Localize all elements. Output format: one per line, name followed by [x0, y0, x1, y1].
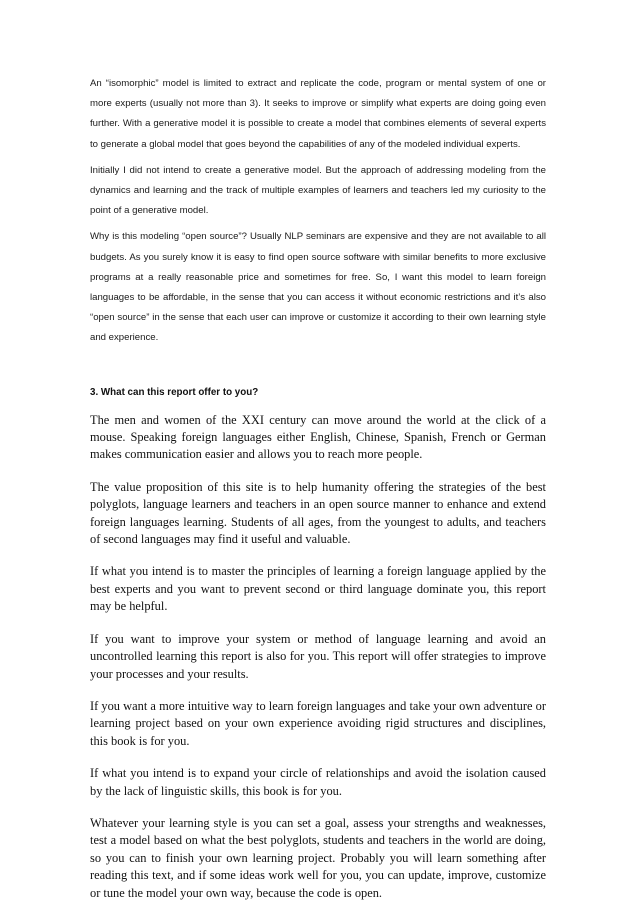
- paragraph-isomorphic-model: An “isomorphic” model is limited to extract and replicate the code, program or mental system of one or more experts (usually not more than 3). It seeks to improve or simplify what experts are doing going even further. With a generative model it is possible to create a model that combines elements of several experts to generate a global model that goes beyond the capabilities of any of the modeled individual experts.: [90, 78, 546, 150]
- page-content: [90, 74, 546, 917]
- paragraph-improve-system: If you want to improve your system or method of language learning and avoid an uncontrolled learning this report is also for you. This report will offer strategies to improve your processes and your results.: [90, 631, 546, 681]
- paragraph-learning-style: Whatever your learning style is you can set a goal, assess your strengths and weaknesses, test a model based on what the best polyglots, students and teachers in the world are doing, so you can to finish your own learning project. Probably you will learn something after reading this text, and if some ideas work well for you, you can update, improve, customize or tune the model your own way, because the code is open.: [90, 815, 546, 900]
- paragraph-value-proposition: The value proposition of this site is to help humanity offering the strategies of the best polyglots, language learners and teachers in an open source manner to enhance and extend foreign languages learning. Students of all ages, from the youngest to adults, and teachers of second languages may find it useful and valuable.: [90, 479, 546, 547]
- paragraph-xxi-century: The men and women of the XXI century can move around the world at the click of a mouse. Speaking foreign languages either English, Chinese, Spanish, French or German makes communication easier and allows you to reach more people.: [90, 412, 546, 462]
- section-heading: 3. What can this report offer to you?: [90, 386, 259, 398]
- paragraph-expand-circle: If what you intend is to expand your circle of relationships and avoid the isolation caused by the lack of linguistic skills, this book is for you.: [90, 766, 546, 798]
- paragraph-generative-model: Initially I did not intend to create a generative model. But the approach of addressing modeling from the dynamics and learning and the track of multiple examples of learners and teachers led my curiosity to the point of a generative model.: [90, 164, 546, 217]
- paragraph-master-principles: If what you intend is to master the principles of learning a foreign language applied by the best experts and you want to prevent second or third language dominate you, this report may be helpful.: [90, 564, 546, 614]
- paragraph-open-source: Why is this modeling “open source”? Usually NLP seminars are expensive and they are not available to all budgets. As you surely know it is easy to find open source software with similar benefits to more exclusive programs at a really reasonable price and sometimes for free. So, I want this model to learn foreign languages to be affordable, in the sense that you can access it without economic restrictions and it’s also “open source” in the sense that each user can improve or customize it according to their own learning style and experience.: [90, 231, 546, 344]
- paragraph-intuitive-way: If you want a more intuitive way to learn foreign languages and take your own adventure or learning project based on your own experience avoiding rigid structures and disciplines, this book is for you.: [90, 698, 546, 748]
